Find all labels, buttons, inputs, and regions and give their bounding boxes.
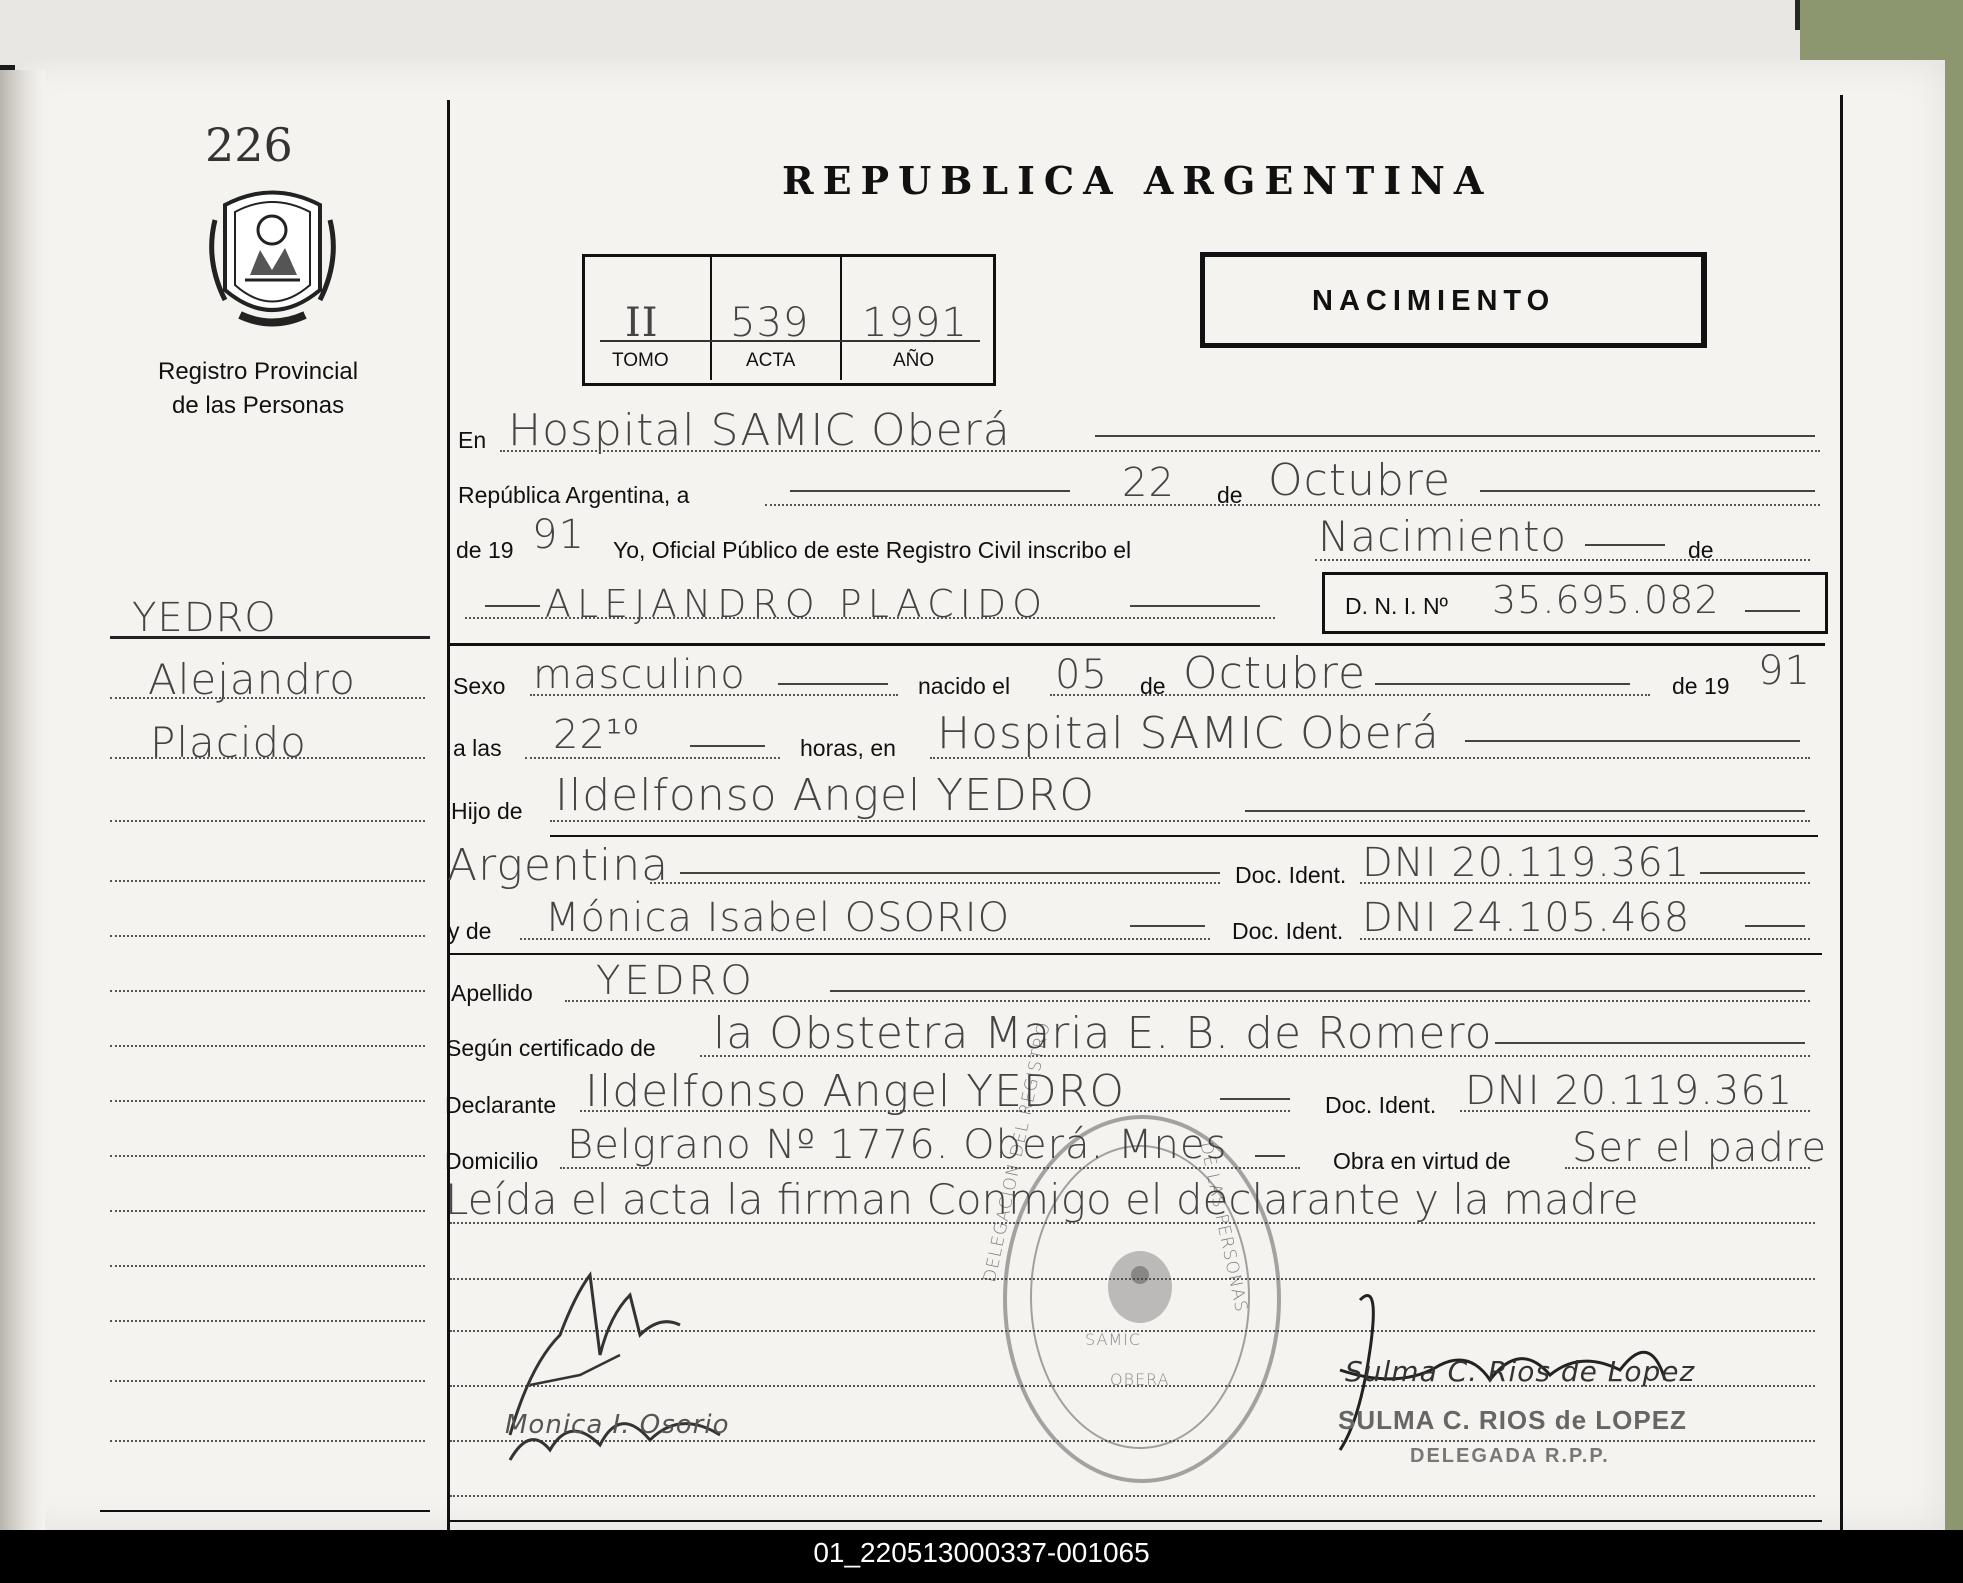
sexo-line — [530, 694, 898, 696]
margin-dotted-line — [110, 880, 425, 882]
nationality-dash — [680, 872, 1220, 874]
birth-month-dash — [1375, 683, 1630, 685]
place-line — [930, 757, 1810, 759]
father-doc-dash — [1700, 872, 1805, 874]
stamp-text-2: DE LAS PERSONAS — [1195, 1140, 1252, 1315]
acta-label: ACTA — [746, 350, 796, 371]
margin-dotted-line — [110, 1100, 425, 1102]
mother-line — [520, 938, 1210, 940]
mother-doc-label: Doc. Ident. — [1232, 918, 1344, 944]
page-number: 226 — [205, 118, 293, 172]
background-surface — [0, 0, 1963, 65]
hijo-label: Hijo de — [451, 798, 523, 824]
de-label-1: de — [1217, 482, 1243, 508]
month-value: Octubre — [1268, 455, 1452, 506]
mother-signature-text: Monica I. Osorio — [505, 1410, 730, 1440]
column-divider — [447, 100, 450, 1530]
obra-line — [1565, 1167, 1810, 1169]
apellido-dash — [830, 990, 1805, 992]
en-line — [500, 450, 1820, 452]
de-label-3: de — [1140, 673, 1166, 699]
country-title: REPUBLICA ARGENTINA — [782, 158, 1493, 203]
stamp-text-1: DELEGACION DEL REGISTRO — [980, 1020, 1055, 1285]
margin-dotted-line — [110, 1380, 425, 1382]
bottom-rule — [450, 1520, 1822, 1522]
dni-label: D. N. I. Nº — [1345, 593, 1448, 619]
mother-dash — [1130, 925, 1205, 927]
segun-label: Según certificado de — [446, 1035, 656, 1061]
year-suffix-value: 91 — [532, 512, 585, 558]
anio-value: 1991 — [862, 300, 968, 346]
declarante-dash — [1220, 1098, 1290, 1100]
father-nationality: Argentina — [447, 840, 670, 891]
page-stack-edge — [0, 70, 45, 1530]
full-name-line — [465, 617, 1275, 619]
birth-year-suffix-value: 91 — [1758, 648, 1811, 694]
horas-label: horas, en — [800, 735, 896, 761]
margin-name-2: Placido — [150, 718, 307, 767]
hour-line — [525, 757, 780, 759]
domicilio-dash — [1255, 1155, 1285, 1157]
closing-note: Leída el acta la firman Conmigo el declarante y la madre — [445, 1175, 1639, 1224]
margin-dotted-line — [110, 697, 425, 699]
acta-value: 539 — [730, 300, 810, 346]
stamp-text-4: OBERA — [1110, 1370, 1170, 1389]
registry-name-line1: Registro Provincial — [158, 358, 359, 385]
birth-month-value: Octubre — [1183, 648, 1367, 699]
sexo-value: masculino — [533, 652, 746, 698]
official-title-stamp: DELEGADA R.P.P. — [1410, 1445, 1610, 1467]
margin-dotted-line — [110, 1155, 425, 1157]
section-rule-2 — [550, 835, 1818, 837]
declarante-doc-label: Doc. Ident. — [1325, 1092, 1437, 1118]
margin-dotted-line — [110, 1045, 425, 1047]
a-las-label: a las — [453, 735, 502, 761]
year-prefix-label: de 19 — [456, 537, 514, 563]
margin-dotted-line — [110, 990, 425, 992]
margin-dotted-line — [110, 1265, 425, 1267]
domicilio-value: Belgrano Nº 1776. Oberá. Mnes — [567, 1122, 1228, 1168]
hour-value: 22¹⁰ — [553, 712, 640, 758]
mother-doc-line — [1360, 938, 1810, 940]
declarante-doc-value: DNI 20.119.361 — [1465, 1068, 1794, 1114]
day-value: 22 — [1122, 460, 1175, 506]
father-line — [550, 820, 1810, 822]
official-name-stamp: SULMA C. RIOS de LOPEZ — [1338, 1405, 1687, 1435]
margin-dotted-line — [110, 1440, 425, 1442]
apellido-value: YEDRO — [596, 958, 756, 1004]
declarante-doc-line — [1460, 1110, 1810, 1112]
signature-line — [450, 1495, 1815, 1497]
birth-year-prefix-label: de 19 — [1672, 673, 1730, 699]
yo-statement: Yo, Oficial Público de este Registro Civil inscribo el — [613, 537, 1132, 563]
official-signature-text: Sulma C. Rios de Lopez — [1345, 1355, 1696, 1388]
page-right-border — [1840, 95, 1843, 1530]
full-name-value: ALEJANDRO PLACIDO — [545, 582, 1048, 626]
birth-line — [1050, 694, 1650, 696]
margin-dotted-line — [110, 820, 425, 822]
nationality-line — [650, 882, 1220, 884]
full-name-dash-left — [485, 605, 540, 607]
dni-value: 35.695.082 — [1492, 578, 1720, 622]
obra-value: Ser el padre — [1572, 1125, 1828, 1171]
father-doc-value: DNI 20.119.361 — [1362, 840, 1691, 886]
stamp-crest-icon — [1100, 1245, 1180, 1330]
place-dash — [1465, 740, 1800, 742]
full-name-dash-right — [1130, 605, 1260, 607]
mother-doc-dash — [1745, 925, 1805, 927]
margin-surname-rule — [110, 636, 430, 639]
declarante-label: Declarante — [445, 1092, 557, 1118]
section-rule-1 — [450, 643, 1825, 646]
declarante-value: Ildelfonso Angel YEDRO — [585, 1066, 1125, 1117]
margin-dotted-line — [110, 1320, 425, 1322]
segun-dash — [1495, 1042, 1805, 1044]
margin-surname: YEDRO — [132, 595, 277, 641]
en-dash — [1095, 435, 1815, 437]
republica-dash — [790, 490, 1070, 492]
section-rule-3 — [450, 953, 1822, 955]
birth-day-value: 05 — [1055, 652, 1108, 698]
inscribo-value: Nacimiento — [1318, 512, 1568, 561]
republica-label: República Argentina, a — [458, 482, 690, 508]
margin-dotted-line — [110, 757, 425, 759]
de-label-2: de — [1688, 537, 1714, 563]
father-doc-line — [1360, 882, 1810, 884]
father-doc-label: Doc. Ident. — [1235, 862, 1347, 888]
apellido-label: Apellido — [451, 980, 533, 1006]
inscribo-line — [1315, 559, 1810, 561]
inscribo-dash — [1585, 544, 1665, 546]
record-box-divider — [840, 256, 842, 380]
en-label: En — [458, 427, 487, 453]
father-value: Ildelfonso Angel YEDRO — [555, 770, 1095, 821]
record-box-divider — [710, 256, 712, 380]
margin-bottom-rule — [100, 1510, 430, 1512]
anio-label: AÑO — [893, 350, 935, 371]
image-id-footer: 01_220513000337-001065 — [0, 1530, 1963, 1583]
segun-line — [700, 1055, 1810, 1057]
segun-value: la Obstetra Maria E. B. de Romero — [713, 1008, 1493, 1059]
dni-dash — [1745, 610, 1800, 612]
sexo-dash — [778, 683, 888, 685]
margin-dotted-line — [110, 935, 425, 937]
registry-name-line2: de las Personas — [172, 392, 345, 419]
margin-dotted-line — [110, 1210, 425, 1212]
margin-name-1: Alejandro — [148, 655, 356, 704]
father-dash — [1245, 810, 1805, 812]
nacido-label: nacido el — [918, 673, 1011, 699]
domicilio-label: Domicilio — [445, 1148, 539, 1174]
tomo-label: TOMO — [612, 350, 669, 371]
apellido-line — [565, 1000, 1810, 1002]
sexo-label: Sexo — [453, 673, 506, 699]
tomo-value: II — [625, 300, 659, 346]
mother-value: Mónica Isabel OSORIO — [545, 895, 1011, 941]
province-seal-icon — [205, 180, 340, 335]
hour-dash — [690, 745, 765, 747]
y-de-label: y de — [448, 918, 492, 944]
place-value: Hospital SAMIC Oberá — [937, 708, 1440, 759]
document-type-title: NACIMIENTO — [1312, 285, 1556, 317]
month-dash — [1480, 490, 1815, 492]
declarante-line — [580, 1110, 1290, 1112]
stamp-text-3: SAMIC — [1085, 1330, 1142, 1349]
mother-doc-value: DNI 24.105.468 — [1362, 895, 1691, 941]
obra-label: Obra en virtud de — [1333, 1148, 1511, 1174]
en-value: Hospital SAMIC Oberá — [508, 405, 1011, 456]
